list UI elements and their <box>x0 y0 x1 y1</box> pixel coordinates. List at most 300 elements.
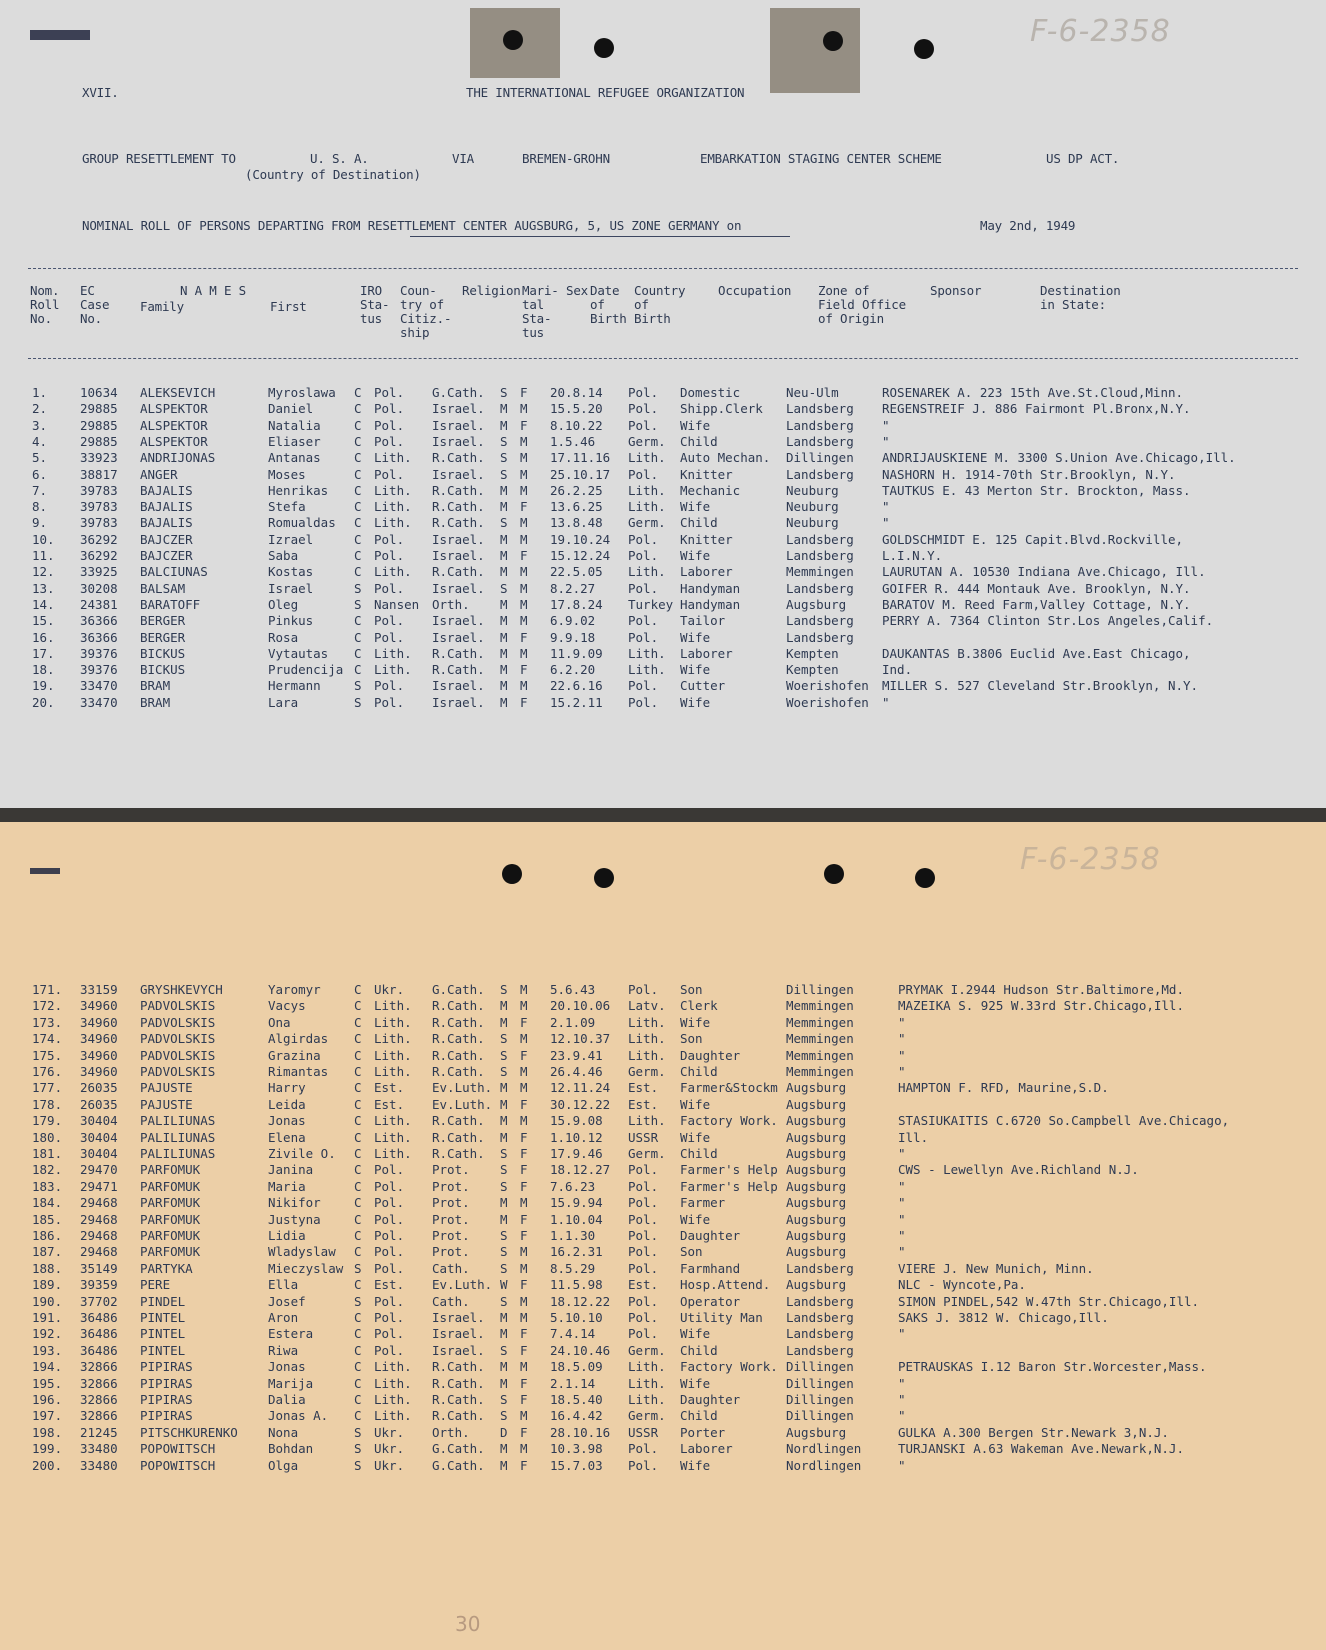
religion: Ev.Luth. <box>432 1080 493 1096</box>
roll-no: 199. <box>32 1441 63 1457</box>
iro-status: S <box>354 580 362 596</box>
occupation: Wife <box>680 1457 711 1473</box>
roll-no: 175. <box>32 1047 63 1063</box>
religion: R.Cath. <box>432 1129 485 1145</box>
sponsor: TAUTKUS E. 43 Merton Str. Brockton, Mass. <box>882 482 1191 498</box>
religion: Prot. <box>432 1178 470 1194</box>
table-row <box>0 1310 1326 1326</box>
sex: F <box>520 1424 528 1440</box>
religion: R.Cath. <box>432 1359 485 1375</box>
religion: R.Cath. <box>432 482 485 498</box>
field-office: Landsberg <box>786 531 854 547</box>
first-name: Daniel <box>268 401 314 417</box>
case-no: 36486 <box>80 1342 118 1358</box>
sex: M <box>520 645 528 661</box>
punch-hole <box>502 864 522 884</box>
marital-status: S <box>500 515 508 531</box>
iro-status: C <box>354 1277 362 1293</box>
field-office: Landsberg <box>786 401 854 417</box>
religion: Israel. <box>432 548 485 563</box>
iro-status: C <box>354 1178 362 1194</box>
birth-date: 10.3.98 <box>550 1441 603 1457</box>
birth-date: 1.10.04 <box>550 1211 603 1227</box>
first-name: Rimantas <box>268 1064 329 1079</box>
family-name: ALSPEKTOR <box>140 433 208 449</box>
family-name: PERE <box>140 1277 171 1293</box>
religion: Israel. <box>432 1326 485 1342</box>
family-name: BICKUS <box>140 645 186 661</box>
roll-no: 19. <box>32 678 55 694</box>
religion: R.Cath. <box>432 998 485 1014</box>
table-row <box>0 630 1326 646</box>
occupation: Laborer <box>680 1441 733 1457</box>
sponsor: NASHORN H. 1914-70th Str.Brooklyn, N.Y. <box>882 466 1176 482</box>
first-name: Dalia <box>268 1392 306 1407</box>
iro-status: S <box>354 1293 362 1309</box>
sponsor: HAMPTON F. RFD, Maurine,S.D. <box>898 1080 1109 1096</box>
marital-status: M <box>500 613 508 629</box>
case-no: 39376 <box>80 645 118 661</box>
iro-status: C <box>354 466 362 482</box>
field-office: Augsburg <box>786 1129 847 1145</box>
religion: R.Cath. <box>432 564 485 580</box>
sponsor: GOLDSCHMIDT E. 125 Capit.Blvd.Rockville, <box>882 531 1184 547</box>
roll-sheet-1 <box>0 0 1326 808</box>
citizenship: Pol. <box>374 401 405 417</box>
birth-date: 18.12.22 <box>550 1293 611 1309</box>
sponsor: ROSENAREK A. 223 15th Ave.St.Cloud,Minn. <box>882 385 1184 400</box>
citizenship: Lith. <box>374 645 412 661</box>
punch-hole <box>823 31 843 51</box>
birth-country: Lith. <box>628 1113 666 1129</box>
occupation: Wife <box>680 417 711 433</box>
occupation: Cutter <box>680 678 726 694</box>
birth-date: 15.7.03 <box>550 1457 603 1473</box>
occupation: Tailor <box>680 613 726 629</box>
religion: Ev.Luth. <box>432 1096 493 1112</box>
birth-country: Lith. <box>628 1014 666 1030</box>
occupation: Farmhand <box>680 1260 741 1276</box>
iro-status: C <box>354 564 362 580</box>
religion: R.Cath. <box>432 1047 485 1063</box>
sponsor: " <box>898 1326 906 1342</box>
table-row <box>0 515 1326 531</box>
first-name: Mieczyslaw <box>268 1260 344 1276</box>
punch-hole <box>594 868 614 888</box>
marital-status: M <box>500 1195 508 1211</box>
sponsor: " <box>882 417 890 433</box>
family-name: POPOWITSCH <box>140 1441 216 1457</box>
roll-no: 193. <box>32 1342 63 1358</box>
field-office: Neu-Ulm <box>786 385 839 400</box>
field-office: Memmingen <box>786 1047 854 1063</box>
sex: M <box>520 1080 528 1096</box>
case-no: 29470 <box>80 1162 118 1178</box>
occupation: Laborer <box>680 564 733 580</box>
col-family: Family <box>140 299 184 314</box>
table-row <box>0 678 1326 694</box>
roll-no: 12. <box>32 564 55 580</box>
case-no: 39376 <box>80 662 118 678</box>
citizenship: Pol. <box>374 417 405 433</box>
first-name: Jonas <box>268 1359 306 1375</box>
sponsor: " <box>882 694 890 710</box>
iro-status: S <box>354 694 362 710</box>
table-row <box>0 1048 1326 1064</box>
occupation: Child <box>680 433 718 449</box>
first-name: Elena <box>268 1129 306 1145</box>
marital-status: M <box>500 1129 508 1145</box>
sex: M <box>520 450 528 466</box>
field-office: Landsberg <box>786 613 854 629</box>
family-name: PADVOLSKIS <box>140 1014 216 1030</box>
sex: F <box>520 1228 528 1243</box>
scheme-name: EMBARKATION STAGING CENTER SCHEME <box>700 151 942 166</box>
occupation: Son <box>680 982 703 997</box>
citizenship: Pol. <box>374 694 405 710</box>
case-no: 33470 <box>80 678 118 694</box>
field-office: Augsburg <box>786 1080 847 1096</box>
family-name: BALCIUNAS <box>140 564 208 580</box>
case-no: 32866 <box>80 1375 118 1391</box>
sex: M <box>520 1244 528 1260</box>
citizenship: Lith. <box>374 1359 412 1375</box>
case-no: 30208 <box>80 580 118 596</box>
roll-no: 197. <box>32 1408 63 1424</box>
family-name: PARFOMUK <box>140 1211 201 1227</box>
family-name: PALILIUNAS <box>140 1146 216 1161</box>
roll-no: 176. <box>32 1064 63 1079</box>
first-name: Lara <box>268 694 299 710</box>
first-name: Kostas <box>268 564 314 580</box>
birth-date: 15.9.08 <box>550 1113 603 1129</box>
sponsor: NLC - Wyncote,Pa. <box>898 1277 1026 1293</box>
field-office: Landsberg <box>786 433 854 449</box>
case-no: 26035 <box>80 1080 118 1096</box>
birth-country: Pol. <box>628 629 659 645</box>
family-name: PADVOLSKIS <box>140 1031 216 1047</box>
sponsor: PETRAUSKAS I.12 Baron Str.Worcester,Mass. <box>898 1359 1207 1375</box>
roll-no: 194. <box>32 1359 63 1375</box>
iro-status: C <box>354 1375 362 1391</box>
religion: R.Cath. <box>432 645 485 661</box>
religion: Israel. <box>432 678 485 694</box>
religion: Orth. <box>432 596 470 612</box>
sex: M <box>520 433 528 449</box>
header-rule-bottom <box>28 358 1298 359</box>
case-no: 30404 <box>80 1113 118 1129</box>
birth-country: Germ. <box>628 433 666 449</box>
table-row <box>0 613 1326 629</box>
family-name: PIPIRAS <box>140 1359 193 1375</box>
birth-country: Pol. <box>628 580 659 596</box>
marital-status: S <box>500 1162 508 1178</box>
religion: Israel. <box>432 694 485 710</box>
occupation: Operator <box>680 1293 741 1309</box>
sponsor: " <box>898 1457 906 1473</box>
first-name: Hermann <box>268 678 321 694</box>
citizenship: Lith. <box>374 1031 412 1047</box>
table-row <box>0 998 1326 1014</box>
roll-no: 187. <box>32 1244 63 1260</box>
sponsor: MILLER S. 527 Cleveland Str.Brooklyn, N.Y. <box>882 678 1199 694</box>
citizenship: Pol. <box>374 433 405 449</box>
table-row <box>0 1015 1326 1031</box>
sex: M <box>520 515 528 531</box>
religion: R.Cath. <box>432 1113 485 1129</box>
case-no: 29885 <box>80 433 118 449</box>
birth-date: 1.1.30 <box>550 1228 596 1243</box>
religion: Israel. <box>432 417 485 433</box>
occupation: Farmer's Help <box>680 1178 778 1194</box>
citizenship: Lith. <box>374 499 412 515</box>
citizenship: Pol. <box>374 1310 405 1325</box>
marital-status: S <box>500 1244 508 1260</box>
group-label: GROUP RESETTLEMENT TO <box>82 151 236 166</box>
field-office: Augsburg <box>786 1244 847 1260</box>
birth-date: 17.8.24 <box>550 596 603 612</box>
col-country-birth: Country of Birth <box>634 283 686 326</box>
first-name: Rosa <box>268 629 299 645</box>
family-name: PARFOMUK <box>140 1162 201 1178</box>
first-name: Bohdan <box>268 1441 314 1457</box>
iro-status: C <box>354 499 362 515</box>
roll-no: 6. <box>32 466 48 482</box>
table-row <box>0 499 1326 515</box>
roll-no: 171. <box>32 982 63 997</box>
iro-status: C <box>354 433 362 449</box>
religion: R.Cath. <box>432 1014 485 1030</box>
occupation: Shipp.Clerk <box>680 401 763 417</box>
marital-status: S <box>500 1408 508 1424</box>
first-name: Vacys <box>268 998 306 1014</box>
first-name: Pinkus <box>268 613 314 629</box>
birth-date: 18.12.27 <box>550 1162 611 1178</box>
sex: F <box>520 1211 528 1227</box>
iro-status: C <box>354 1146 362 1161</box>
sex: M <box>520 1260 528 1276</box>
field-office: Landsberg <box>786 1310 854 1325</box>
religion: Israel. <box>432 531 485 547</box>
field-office: Landsberg <box>786 1260 854 1276</box>
sex: M <box>520 1113 528 1129</box>
iro-status: C <box>354 1064 362 1079</box>
birth-country: Pol. <box>628 417 659 433</box>
birth-date: 17.9.46 <box>550 1146 603 1161</box>
occupation: Factory Work. <box>680 1113 778 1129</box>
sex: F <box>520 1457 528 1473</box>
birth-date: 5.6.43 <box>550 982 596 997</box>
birth-date: 6.2.20 <box>550 662 596 678</box>
birth-date: 12.11.24 <box>550 1080 611 1096</box>
marital-status: S <box>500 450 508 466</box>
first-name: Riwa <box>268 1342 299 1358</box>
field-office: Dillingen <box>786 1375 854 1391</box>
case-no: 29885 <box>80 401 118 417</box>
marital-status: S <box>500 1178 508 1194</box>
sponsor: " <box>898 1375 906 1391</box>
birth-date: 1.5.46 <box>550 433 596 449</box>
case-no: 36486 <box>80 1310 118 1325</box>
field-office: Landsberg <box>786 1326 854 1342</box>
birth-date: 7.4.14 <box>550 1326 596 1342</box>
birth-country: Lith. <box>628 662 666 678</box>
citizenship: Lith. <box>374 662 412 678</box>
case-no: 29468 <box>80 1228 118 1243</box>
tape-strip <box>770 8 860 93</box>
religion: R.Cath. <box>432 499 485 515</box>
religion: R.Cath. <box>432 1392 485 1407</box>
marital-status: S <box>500 1260 508 1276</box>
table-row <box>0 1097 1326 1113</box>
religion: R.Cath. <box>432 1031 485 1047</box>
occupation: Mechanic <box>680 482 741 498</box>
case-no: 38817 <box>80 466 118 482</box>
field-office: Memmingen <box>786 564 854 580</box>
iro-status: C <box>354 1310 362 1325</box>
birth-date: 22.5.05 <box>550 564 603 580</box>
roll-no: 184. <box>32 1195 63 1211</box>
family-name: PARTYKA <box>140 1260 193 1276</box>
citizenship: Est. <box>374 1080 405 1096</box>
table-row <box>0 982 1326 998</box>
first-name: Israel <box>268 580 314 596</box>
citizenship: Ukr. <box>374 982 405 997</box>
birth-country: USSR <box>628 1424 659 1440</box>
family-name: BERGER <box>140 629 186 645</box>
birth-country: Pol. <box>628 1441 659 1457</box>
citizenship: Pol. <box>374 1178 405 1194</box>
sponsor: TURJANSKI A.63 Wakeman Ave.Newark,N.J. <box>898 1441 1184 1457</box>
roll-no: 188. <box>32 1260 63 1276</box>
birth-country: Germ. <box>628 1064 666 1079</box>
birth-date: 23.9.41 <box>550 1047 603 1063</box>
iro-status: C <box>354 482 362 498</box>
marital-status: M <box>500 401 508 417</box>
sex: F <box>520 1146 528 1161</box>
religion: Prot. <box>432 1244 470 1260</box>
birth-date: 20.8.14 <box>550 385 603 400</box>
roll-no: 172. <box>32 998 63 1014</box>
occupation: Daughter <box>680 1392 741 1407</box>
first-name: Henrikas <box>268 482 329 498</box>
marital-status: M <box>500 1441 508 1457</box>
occupation: Domestic <box>680 385 741 400</box>
field-office: Augsburg <box>786 1178 847 1194</box>
family-name: PADVOLSKIS <box>140 1047 216 1063</box>
table-row <box>0 1179 1326 1195</box>
occupation: Son <box>680 1031 703 1047</box>
corner-stain <box>30 30 90 40</box>
birth-country: Est. <box>628 1080 659 1096</box>
sponsor: VIERE J. New Munich, Minn. <box>898 1260 1094 1276</box>
marital-status: S <box>500 1228 508 1243</box>
birth-date: 7.6.23 <box>550 1178 596 1194</box>
marital-status: M <box>500 678 508 694</box>
field-office: Memmingen <box>786 1064 854 1079</box>
religion: Israel. <box>432 580 485 596</box>
religion: R.Cath. <box>432 1064 485 1079</box>
case-no: 36366 <box>80 613 118 629</box>
family-name: ANGER <box>140 466 178 482</box>
birth-date: 8.5.29 <box>550 1260 596 1276</box>
marital-status: M <box>500 1211 508 1227</box>
birth-country: Lith. <box>628 499 666 515</box>
roll-no: 179. <box>32 1113 63 1129</box>
family-name: PARFOMUK <box>140 1178 201 1194</box>
occupation: Wife <box>680 1129 711 1145</box>
marital-status: S <box>500 433 508 449</box>
sex: F <box>520 1014 528 1030</box>
birth-date: 11.9.09 <box>550 645 603 661</box>
table-row <box>0 532 1326 548</box>
birth-country: Pol. <box>628 1293 659 1309</box>
sex: M <box>520 998 528 1014</box>
birth-date: 26.2.25 <box>550 482 603 498</box>
via-label: VIA <box>452 151 474 166</box>
col-country: Coun- try of Citiz.- ship <box>400 283 452 340</box>
marital-status: M <box>500 596 508 612</box>
birth-country: Pol. <box>628 1260 659 1276</box>
field-office: Landsberg <box>786 580 854 596</box>
citizenship: Pol. <box>374 1162 405 1178</box>
roll-no: 198. <box>32 1424 63 1440</box>
birth-country: Pol. <box>628 1244 659 1260</box>
first-name: Moses <box>268 466 306 482</box>
sponsor: " <box>898 1178 906 1194</box>
field-office: Nordlingen <box>786 1457 862 1473</box>
citizenship: Lith. <box>374 564 412 580</box>
occupation: Child <box>680 1064 718 1079</box>
birth-date: 2.1.14 <box>550 1375 596 1391</box>
iro-status: C <box>354 417 362 433</box>
sex: M <box>520 1310 528 1325</box>
sponsor: PERRY A. 7364 Clinton Str.Los Angeles,Calif. <box>882 613 1214 629</box>
sponsor: Ill. <box>898 1129 929 1145</box>
field-office: Neuburg <box>786 515 839 531</box>
occupation: Child <box>680 515 718 531</box>
punch-hole <box>503 30 523 50</box>
occupation: Porter <box>680 1424 726 1440</box>
case-no: 36292 <box>80 548 118 563</box>
sponsor: BARATOV M. Reed Farm,Valley Cottage, N.Y. <box>882 596 1191 612</box>
religion: Israel. <box>432 613 485 629</box>
table-row <box>0 1244 1326 1260</box>
iro-status: S <box>354 1457 362 1473</box>
occupation: Wife <box>680 548 711 563</box>
birth-country: Turkey <box>628 596 674 612</box>
sponsor: " <box>898 1211 906 1227</box>
iro-status: C <box>354 1047 362 1063</box>
punch-hole <box>824 864 844 884</box>
birth-country: Pol. <box>628 1326 659 1342</box>
citizenship: Pol. <box>374 580 405 596</box>
case-no: 29468 <box>80 1195 118 1211</box>
marital-status: M <box>500 694 508 710</box>
birth-date: 9.9.18 <box>550 629 596 645</box>
case-no: 33480 <box>80 1457 118 1473</box>
case-no: 29468 <box>80 1244 118 1260</box>
religion: R.Cath. <box>432 1375 485 1391</box>
first-name: Lidia <box>268 1228 306 1243</box>
citizenship: Pol. <box>374 678 405 694</box>
occupation: Handyman <box>680 580 741 596</box>
birth-country: Pol. <box>628 548 659 563</box>
iro-status: C <box>354 1096 362 1112</box>
religion: Prot. <box>432 1195 470 1211</box>
sponsor: SIMON PINDEL,542 W.47th Str.Chicago,Ill. <box>898 1293 1200 1309</box>
birth-country: Pol. <box>628 1211 659 1227</box>
